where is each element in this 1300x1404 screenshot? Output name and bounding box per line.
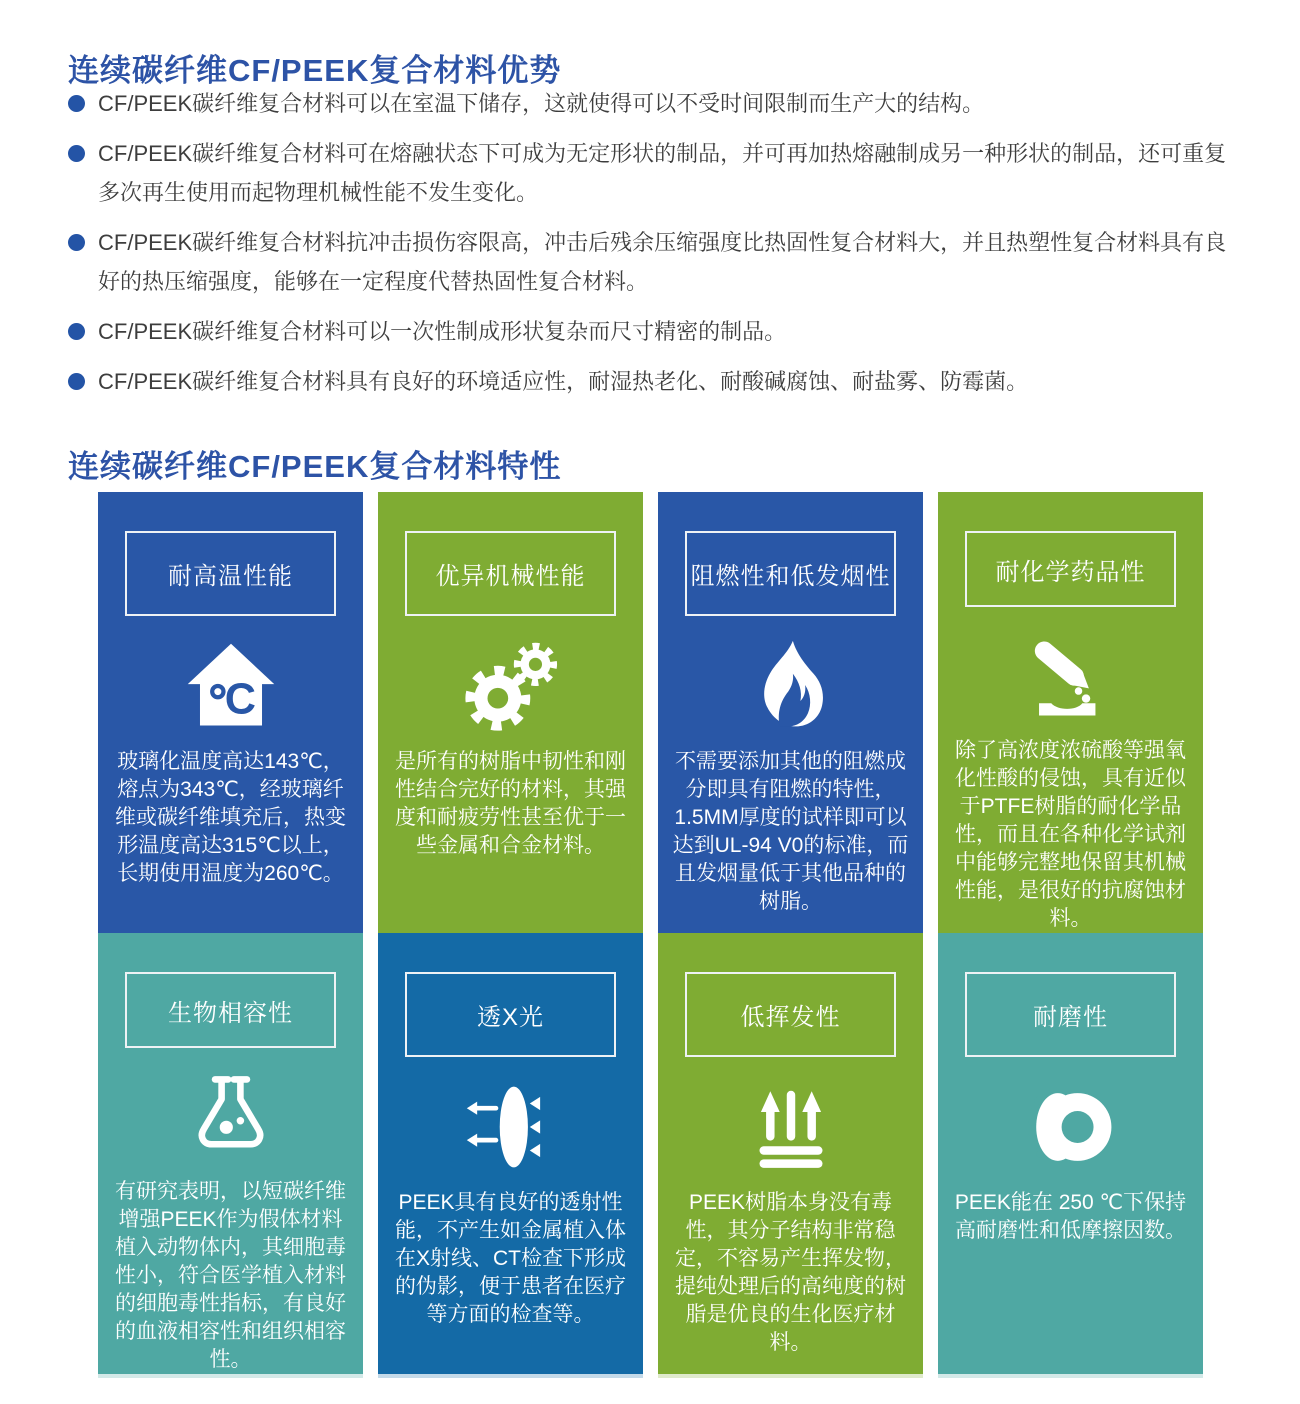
- flame-icon: [744, 638, 838, 734]
- bullet-item: [68, 223, 1233, 301]
- tire-icon: [1024, 1079, 1118, 1175]
- bullet-item: [68, 362, 1233, 401]
- house-temperature-icon: [184, 638, 278, 734]
- bullet-text: CF/PEEK碳纤维复合材料抗冲击损伤容限高，冲击后残余压缩强度比热固性复合材料大，并且热塑性复合材料具有良好的热压缩强度，能够在一定程度代替热固性复合材料。: [98, 230, 1227, 294]
- bullet-text: CF/PEEK碳纤维复合材料可以一次性制成形状复杂而尺寸精密的制品。: [98, 319, 787, 344]
- feature-card-heat-resistance: [98, 492, 363, 933]
- feature-card-wear-resistance: [938, 933, 1203, 1374]
- bullet-dot-icon: [68, 234, 85, 251]
- bullet-dot-icon: [68, 373, 85, 390]
- feature-card-mechanical: [378, 492, 643, 933]
- card-title: 耐高温性能: [125, 531, 336, 616]
- evaporation-icon: [744, 1079, 838, 1175]
- bullet-dot-icon: [68, 323, 85, 340]
- features-section-title: 连续碳纤维CF/PEEK复合材料特性: [68, 448, 562, 484]
- card-text: 除了高浓度浓硫酸等强氧化性酸的侵蚀，具有近似于PTFE树脂的耐化学品性，而且在各种化学试剂中能够完整地保留其机械性能，是很好的抗腐蚀材料。: [955, 739, 1186, 930]
- card-title: 低挥发性: [685, 972, 896, 1057]
- bullet-text: CF/PEEK碳纤维复合材料可在熔融状态下可成为无定形状的制品，并可再加热熔融制成另一种形状的制品，还可重复多次再生使用而起物理机械性能不发生变化。: [98, 141, 1227, 205]
- svg-text:C: C: [224, 675, 256, 724]
- feature-card-flame-retardant: [658, 492, 923, 933]
- card-title: 生物相容性: [125, 972, 336, 1048]
- card-title: 透X光: [405, 972, 616, 1057]
- feature-card-chemical-resistance: [938, 492, 1203, 933]
- bullet-dot-icon: [68, 145, 85, 162]
- card-text: PEEK能在 250 ℃下保持高耐磨性和低摩擦因数。: [954, 1191, 1187, 1242]
- bullet-dot-icon: [68, 95, 85, 112]
- bullet-item: [68, 84, 1233, 123]
- xray-lens-icon: [464, 1079, 558, 1175]
- card-title: 优异机械性能: [405, 531, 616, 616]
- bullet-text: CF/PEEK碳纤维复合材料可以在室温下储存，这就使得可以不受时间限制而生产大的结构。: [98, 91, 985, 116]
- card-title: 阻燃性和低发烟性: [685, 531, 896, 616]
- card-text: 有研究表明，以短碳纤维增强PEEK作为假体材料植入动物体内，其细胞毒性小，符合医学植入材料的细胞毒性指标，有良好的血液相容性和组织相容性。: [115, 1180, 346, 1371]
- flask-icon: [184, 1070, 278, 1164]
- bullet-text: CF/PEEK碳纤维复合材料具有良好的环境适应性，耐湿热老化、耐酸碱腐蚀、耐盐雾、防霉菌。: [98, 369, 1029, 394]
- bullet-item: [68, 312, 1233, 351]
- card-text: 不需要添加其他的阻燃成分即具有阻燃的特性，1.5MM厚度的试样即可以达到UL-94 V0的标准，而且发烟量低于其他品种的树脂。: [672, 750, 909, 913]
- card-text: 是所有的树脂中韧性和刚性结合完好的材料，其强度和耐疲劳性甚至优于一些金属和合金材料。: [395, 750, 626, 857]
- advantages-section-title: 连续碳纤维CF/PEEK复合材料优势: [68, 52, 562, 88]
- advantages-bullet-list: [68, 84, 1233, 412]
- test-tube-icon: [1024, 629, 1118, 723]
- card-title: 耐磨性: [965, 972, 1176, 1057]
- card-text: PEEK树脂本身没有毒性，其分子结构非常稳定，不容易产生挥发物，提纯处理后的高纯度的树脂是优良的生化医疗材料。: [675, 1191, 906, 1354]
- gears-icon: [464, 638, 558, 734]
- card-text: 玻璃化温度高达143℃，熔点为343℃，经玻璃纤维或碳纤维填充后，热变形温度高达315℃以上，长期使用温度为260℃。: [115, 750, 346, 885]
- feature-card-biocompatibility: [98, 933, 363, 1374]
- card-text: PEEK具有良好的透射性能，不产生如金属植入体在X射线、CT检查下形成的伪影，便于患者在医疗等方面的检查等。: [395, 1191, 626, 1326]
- feature-card-grid: [98, 492, 1203, 1374]
- bullet-item: [68, 134, 1233, 212]
- card-title: 耐化学药品性: [965, 531, 1176, 607]
- feature-card-low-volatility: [658, 933, 923, 1374]
- feature-card-xray-transparency: [378, 933, 643, 1374]
